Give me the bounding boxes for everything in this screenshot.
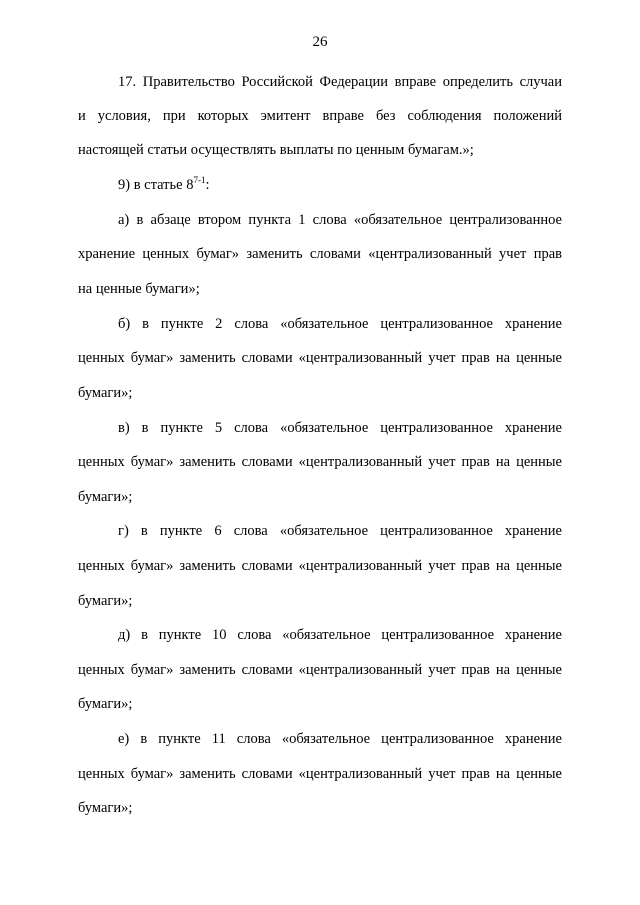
- subitem-e-line-2: ценных бумаг» заменить словами «централизованный учет прав на ценные: [78, 766, 562, 782]
- subitem-b-line-3: бумаги»;: [78, 385, 133, 401]
- page-number: 26: [312, 34, 328, 50]
- subitem-d-line-2: ценных бумаг» заменить словами «централизованный учет прав на ценные: [78, 662, 562, 678]
- subitem-g-line-2: ценных бумаг» заменить словами «централизованный учет прав на ценные: [78, 558, 562, 574]
- subitem-b-line-2: ценных бумаг» заменить словами «централизованный учет прав на ценные: [78, 350, 562, 366]
- item-9-heading: [118, 176, 562, 194]
- subitem-a-line-2: хранение ценных бумаг» заменить словами «централизованный учет прав: [78, 246, 562, 262]
- item-9-heading-tail: :: [205, 177, 210, 193]
- paragraph-17-line-2: и условия, при которых эмитент вправе без соблюдения положений: [78, 108, 562, 124]
- paragraph-17-line-3: настоящей статьи осуществлять выплаты по ценным бумагам.»;: [78, 142, 474, 158]
- subitem-g-line-1: г) в пункте 6 слова «обязательное централизованное хранение: [118, 523, 562, 539]
- subitem-e-line-1: е) в пункте 11 слова «обязательное централизованное хранение: [118, 731, 562, 747]
- subitem-g-line-3: бумаги»;: [78, 593, 133, 609]
- subitem-v-line-2: ценных бумаг» заменить словами «централизованный учет прав на ценные: [78, 454, 562, 470]
- subitem-d-line-3: бумаги»;: [78, 696, 133, 712]
- subitem-v-line-3: бумаги»;: [78, 489, 133, 505]
- item-9-heading-text: 9) в статье 8: [118, 177, 194, 193]
- subitem-a-line-3: на ценные бумаги»;: [78, 281, 200, 297]
- subitem-b-line-1: б) в пункте 2 слова «обязательное централизованное хранение: [118, 316, 562, 332]
- subitem-a-line-1: а) в абзаце втором пункта 1 слова «обязательное централизованное: [118, 212, 562, 228]
- subitem-e-line-3: бумаги»;: [78, 800, 133, 816]
- paragraph-17-line-1: 17. Правительство Российской Федерации вправе определить случаи: [118, 74, 562, 90]
- subitem-d-line-1: д) в пункте 10 слова «обязательное централизованное хранение: [118, 627, 562, 643]
- item-9-heading-sup: 7-1: [193, 175, 206, 185]
- subitem-v-line-1: в) в пункте 5 слова «обязательное централизованное хранение: [118, 420, 562, 436]
